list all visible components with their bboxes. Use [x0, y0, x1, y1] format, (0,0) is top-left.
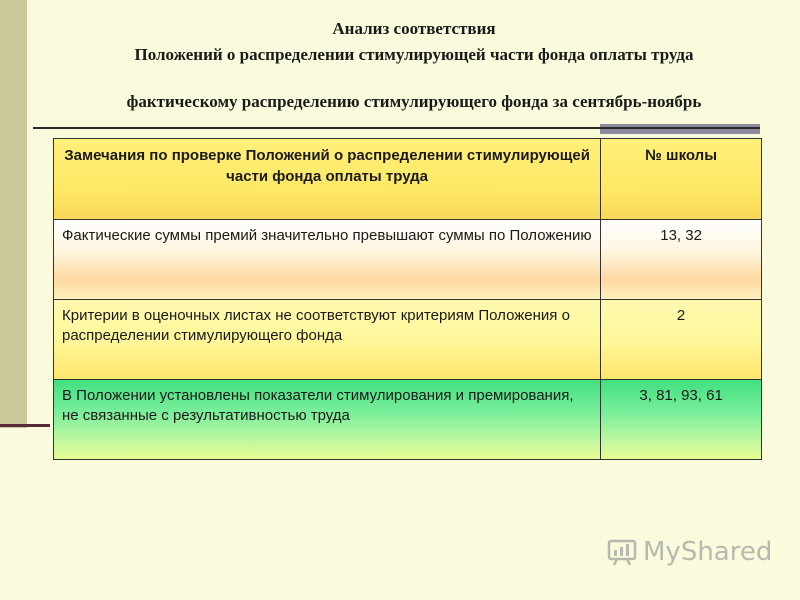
school-cell: 3, 81, 93, 61 [601, 380, 762, 460]
title-line-3: фактическому распределению стимулирующего фонда за сентябрь-ноябрь [126, 92, 702, 111]
remark-cell: В Положении установлены показатели стимулирования и премирования, не связанные с результативностью труда [54, 380, 601, 460]
header-school-no: № школы [601, 139, 762, 220]
watermark-text: MyShared [643, 537, 773, 567]
title-line-2: Положений о распределении стимулирующей части фонда оплаты труда [134, 45, 694, 64]
table-row [54, 380, 762, 460]
remark-cell: Критерии в оценочных листах не соответствуют критериям Положения о распределении стимулирующего фонда [54, 300, 601, 380]
title-divider [33, 127, 760, 129]
table-row [54, 300, 762, 380]
left-decor-line [0, 424, 50, 427]
school-cell: 2 [601, 300, 762, 380]
remark-cell: Фактические суммы премий значительно превышают суммы по Положению [54, 220, 601, 300]
table-header-row [54, 139, 762, 220]
school-cell: 13, 32 [601, 220, 762, 300]
header-remarks: Замечания по проверке Положений о распределении стимулирующей части фонда оплаты труда [54, 139, 601, 220]
chart-icon [607, 537, 637, 567]
watermark-logo [607, 537, 772, 567]
slide-title [28, 18, 800, 66]
title-line-1: Анализ соответствия [332, 19, 496, 38]
left-decor-bar [0, 0, 27, 428]
decor-rule-block [600, 124, 760, 134]
table-row [54, 220, 762, 300]
remarks-table [53, 138, 762, 460]
